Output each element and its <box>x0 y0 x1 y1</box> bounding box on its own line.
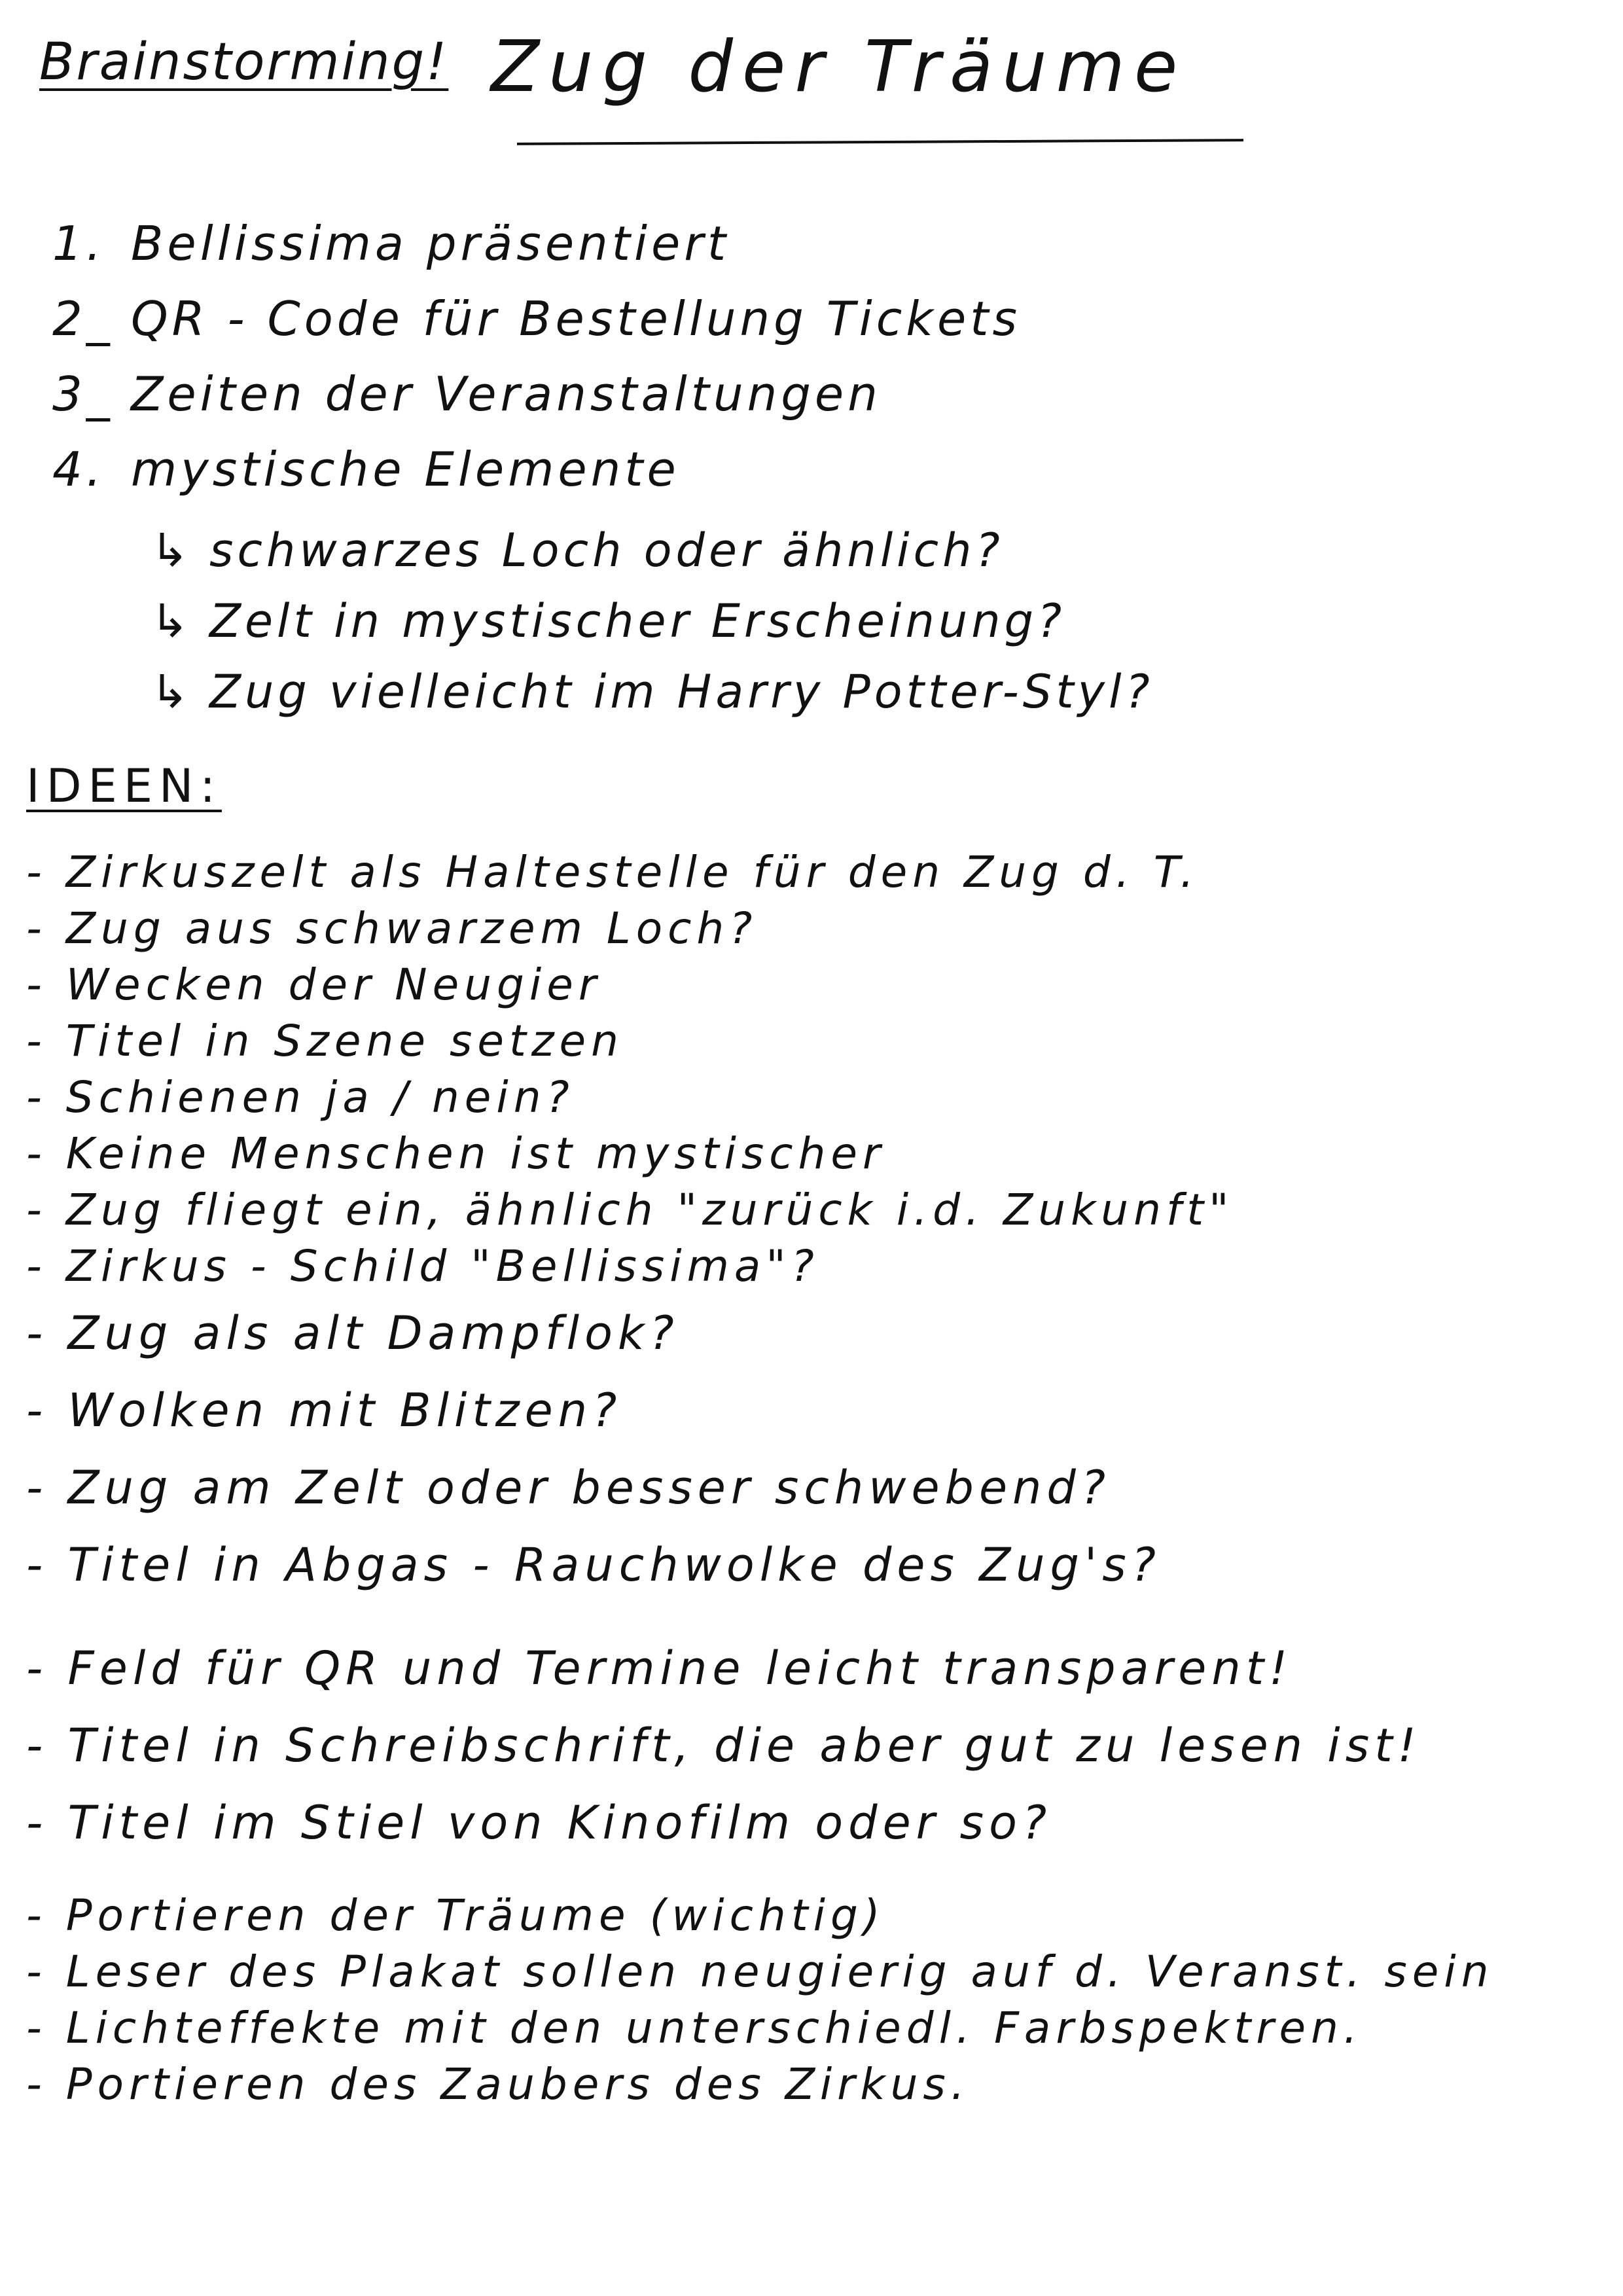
title-row <box>39 26 1348 111</box>
sub-item-text: schwarzes Loch oder ähnlich? <box>209 524 1004 577</box>
title-underline <box>517 139 1243 145</box>
numbered-list <box>52 216 1558 517</box>
item-number: 4. <box>52 442 105 497</box>
sub-list <box>151 524 1590 736</box>
item-number: 1. <box>52 216 105 271</box>
idea-item: - Keine Menschen ist mystischer <box>26 1128 886 1179</box>
sub-item <box>151 665 1590 736</box>
idea-item: - Zug aus schwarzem Loch? <box>26 903 758 954</box>
idea-item: - Zug fliegt ein, ähnlich "zurück i.d. Zukunft" <box>26 1185 1234 1235</box>
item-text: mystische Elemente <box>131 442 680 497</box>
idea-item: - Schienen ja / nein? <box>26 1072 575 1122</box>
numbered-item <box>52 442 1558 517</box>
arrow-icon: ↳ <box>151 524 193 577</box>
item-text: QR - Code für Bestellung Tickets <box>131 291 1022 346</box>
item-text: Bellissima präsentiert <box>131 216 730 271</box>
sub-item <box>151 524 1590 594</box>
idea-item: - Titel in Abgas - Rauchwolke des Zug's? <box>26 1538 1161 1592</box>
idea-item: - Portieren des Zaubers des Zirkus. <box>26 2059 970 2109</box>
idea-item: - Titel in Schreibschrift, die aber gut zu lesen ist! <box>26 1719 1421 1772</box>
idea-item: - Wolken mit Blitzen? <box>26 1384 622 1437</box>
idea-item: - Zug als alt Dampflok? <box>26 1306 679 1360</box>
sub-item-text: Zug vielleicht im Harry Potter-Styl? <box>209 665 1154 719</box>
numbered-item <box>52 291 1558 367</box>
ideas-heading: IDEEN: <box>26 759 222 813</box>
numbered-item <box>52 367 1558 442</box>
arrow-icon: ↳ <box>151 594 193 648</box>
title-prefix: Brainstorming! <box>39 33 449 92</box>
idea-item: - Titel in Szene setzen <box>26 1016 624 1066</box>
sub-item-text: Zelt in mystischer Erscheinung? <box>209 594 1066 648</box>
item-text: Zeiten der Veranstaltungen <box>131 367 882 422</box>
idea-item: - Lichteffekte mit den unterschiedl. Farbspektren. <box>26 2003 1363 2053</box>
idea-item: - Portieren der Träume (wichtig) <box>26 1890 885 1941</box>
page-title: Zug der Träume <box>491 26 1187 108</box>
sub-item <box>151 594 1590 665</box>
item-number: 3_ <box>52 367 114 422</box>
numbered-item <box>52 216 1558 291</box>
idea-item: - Titel im Stiel von Kinofilm oder so? <box>26 1796 1052 1850</box>
idea-item: - Zirkus - Schild "Bellissima"? <box>26 1241 819 1291</box>
idea-item: - Leser des Plakat sollen neugierig auf d. Veranst. sein <box>26 1946 1494 1997</box>
arrow-icon: ↳ <box>151 665 193 719</box>
idea-item: - Zirkuszelt als Haltestelle für den Zug d. T. <box>26 847 1200 897</box>
idea-item: - Wecken der Neugier <box>26 960 601 1010</box>
item-number: 2_ <box>52 291 114 346</box>
ideas-list <box>26 844 1610 2113</box>
idea-item: - Feld für QR und Termine leicht transparent! <box>26 1641 1293 1695</box>
idea-item: - Zug am Zelt oder besser schwebend? <box>26 1461 1111 1515</box>
